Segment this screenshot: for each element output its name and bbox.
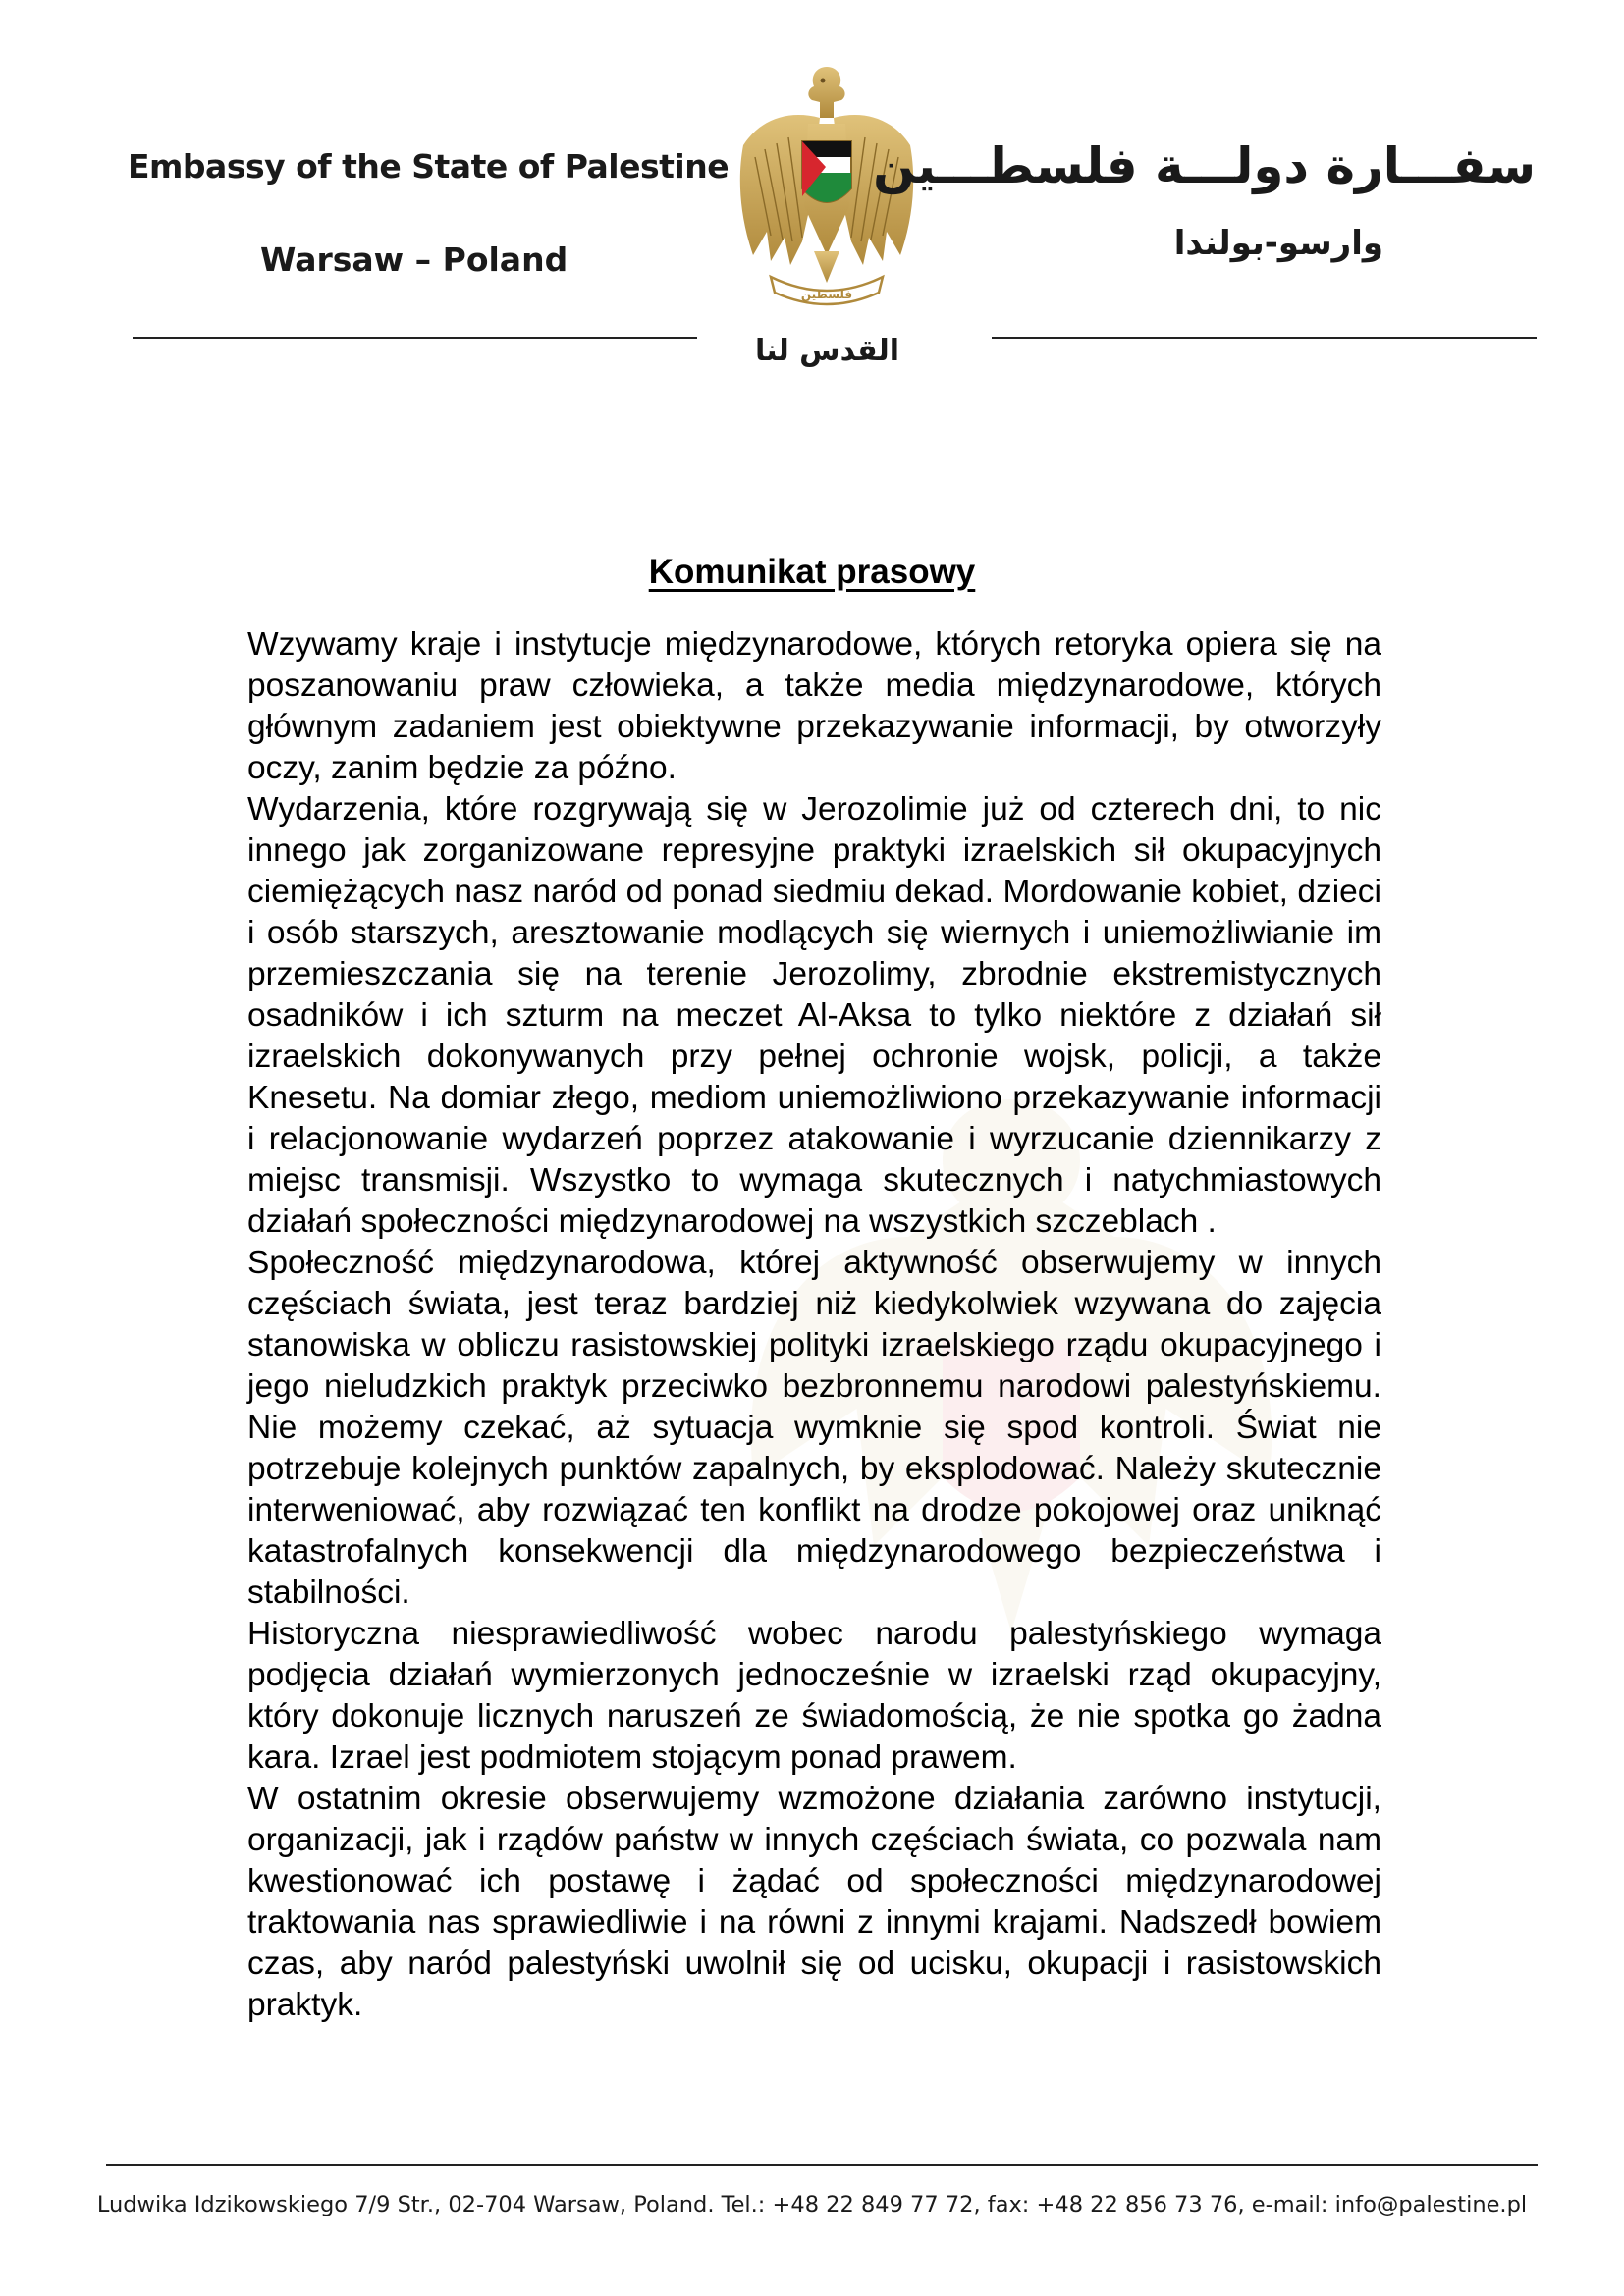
document-title: Komunikat prasowy: [648, 553, 976, 591]
emblem-scroll-text: فلسطين: [800, 288, 853, 301]
embassy-name-arabic: سفـــارة دولـــة فلسطـــين: [873, 137, 1536, 194]
embassy-name-english: Embassy of the State of Palestine: [128, 147, 730, 186]
paragraph: W ostatnim okresie obserwujemy wzmożone działania zarówno instytucji, organizacji, jak i rządów państw w innych częściach świata, co pozwala nam kwestionować ich postawę i żądać od społeczności międzynarodowej traktowania nas sprawiedliwie i na równi z innymi krajami. Nadszedł bowiem czas, aby naród palestyński uwolnił się od ucisku, okupacji i rasistowskich praktyk.: [247, 1781, 1381, 2023]
paragraph: Społeczność międzynarodowa, której aktywność obserwujemy w innych częściach świata, jest teraz bardziej niż kiedykolwiek wzywana do zajęcia stanowiska w obliczu rasistowskiej polityki izraelskiego rządu okupacyjnego i jego nieludzkich praktyk przeciwko bezbronnemu narodowi palestyńskiemu. Nie możemy czekać, aż sytuacja wymknie się spod kontroli. Świat nie potrzebuje kolejnych punktów zapalnych, by eksplodować. Należy skutecznie interweniować, aby rozwiązać ten konflikt na drodze pokojowej oraz uniknąć katastrofalnych konsekwencji dla międzynarodowego bezpieczeństwa i stabilności.: [247, 1245, 1381, 1611]
header-divider-right: [992, 337, 1537, 339]
motto-arabic: القدس لنا: [754, 334, 900, 368]
paragraph: Wydarzenia, które rozgrywają się w Jerozolimie już od czterech dni, to nic innego jak zorganizowane represyjne praktyki izraelskich sił okupacyjnych ciemiężących nasz naród od ponad siedmiu dekad. Mordowanie kobiet, dzieci i osób starszych, aresztowanie modlących się wiernych i uniemożliwianie im przemieszczania się na terenie Jerozolimy, zbrodnie ekstremistycznych osadników i ich szturm na meczet Al-Aksa to tylko niektóre z działań sił izraelskich dokonywanych przy pełnej ochronie wojsk, policji, a także Knesetu. Na domiar złego, mediom uniemożliwiono przekazywanie informacji i relacjonowanie wydarzeń poprzez atakowanie i wyrzucanie dziennikarzy z miejsc transmisji. Wszystko to wymaga skutecznych i natychmiastowych działań społeczności międzynarodowej na wszystkich szczeblach .: [247, 791, 1381, 1240]
footer-divider: [106, 2164, 1538, 2166]
embassy-city-arabic: وارسو-بولندا: [1173, 224, 1383, 263]
paragraph: Wzywamy kraje i instytucje międzynarodowe, których retoryka opiera się na poszanowaniu praw człowieka, a także media międzynarodowe, których głównym zadaniem jest obiektywne przekazywanie informacji, by otworzyły oczy, zanim będzie za późno.: [247, 626, 1381, 786]
footer-contact: Ludwika Idzikowskiego 7/9 Str., 02-704 Warsaw, Poland. Tel.: +48 22 849 77 72, fax: +48 22 856 73 76, e-mail: info@palestine.pl: [96, 2192, 1528, 2217]
header-english: [128, 147, 730, 279]
header-divider-left: [133, 337, 697, 339]
paragraph: Historyczna niesprawiedliwość wobec narodu palestyńskiego wymaga podjęcia działań wymierzonych jednocześnie w izraelski rząd okupacyjny, który dokonuje licznych naruszeń ze świadomością, że nie spotka go żadna kara. Izrael jest podmiotem stojącym ponad prawem.: [247, 1616, 1381, 1776]
document-body: [247, 624, 1381, 2026]
header-arabic: [873, 137, 1536, 263]
embassy-city-english: Warsaw – Poland: [260, 240, 568, 279]
